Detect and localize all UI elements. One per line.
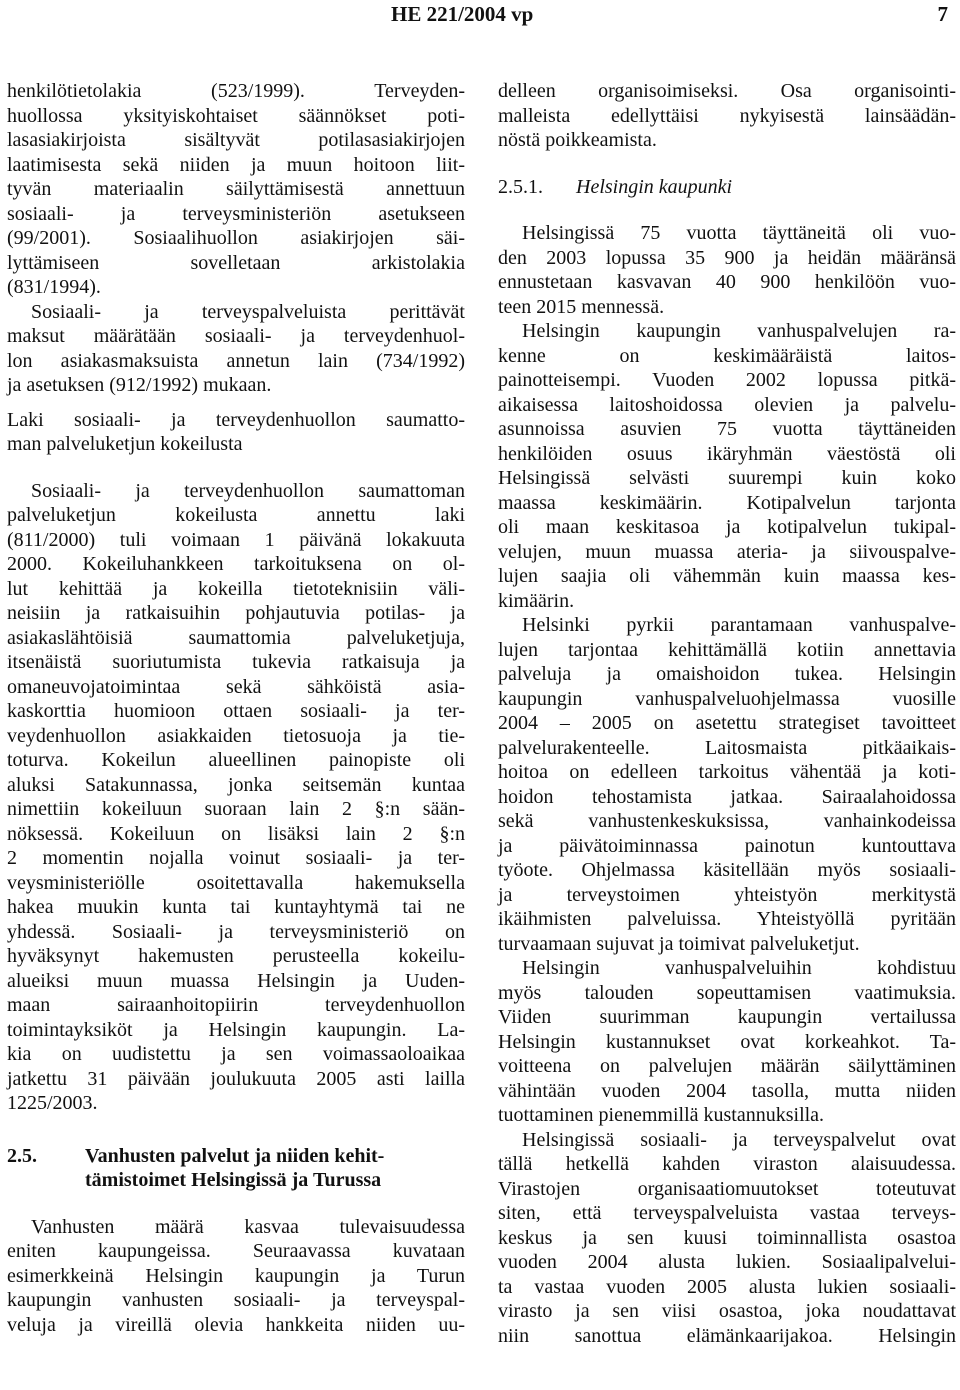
paragraph-population — [498, 221, 956, 319]
text-line: ja päivätoiminnassa painotun kuntouttava — [498, 834, 956, 857]
paragraph-service-structure — [498, 319, 956, 613]
text-line: veysministeriölle osoitettavalla hakemuksella — [7, 871, 465, 894]
text-line: 1225/2003. — [7, 1092, 98, 1114]
text-line: myös talouden sopeuttamisen vaatimuksia. — [498, 981, 956, 1004]
text-line: ennustetaan kasvavan 40 900 henkilöön vuo- — [498, 271, 956, 293]
text-line: veluja ja vireillä olevia hankkeita niiden uu- — [7, 1313, 465, 1336]
text-line: kenne on keskimääräistä laitos- — [498, 344, 956, 367]
text-line: painotteisempi. Vuoden 2002 lopussa pitkä- — [498, 369, 956, 391]
text-line: esimerkkeinä Helsingin kaupungin ja Turun — [7, 1264, 465, 1287]
paragraph-elderly-intro — [7, 1215, 465, 1338]
text-line: Helsingissä selvästi suurempi kuin koko — [498, 467, 956, 489]
text-line: sekä vanhustenkeskuksissa, vanhainkodeissa — [498, 810, 956, 832]
text-line: Helsingin kustannukset ovat korkeahkot. Ta- — [498, 1030, 956, 1053]
text-line: sosiaali- ja terveysministeriön asetukseen — [7, 202, 465, 225]
text-line: (811/2000) tuli voimaan 1 päivänä lokakuuta — [7, 528, 465, 551]
document-id: HE 221/2004 vp — [391, 2, 534, 26]
subsection-heading — [498, 175, 956, 200]
text-line: hoidon tehostamista jatkaa. Sairaalahoidossa — [498, 785, 956, 808]
section-title: Vanhusten palvelut ja niiden kehit- — [85, 1144, 385, 1167]
paragraph-pilot-law — [7, 479, 465, 1116]
text-line: vuoden 2004 alusta lukien. Sosiaalipalvelui- — [498, 1251, 956, 1273]
text-line: Helsingissä 75 vuotta täyttäneitä oli vuo- — [522, 222, 956, 244]
text-line: alueiksi muun muassa Helsingin ja Uuden- — [7, 969, 465, 992]
text-line: lon asiakasmaksuista annetun lain (734/1992) — [7, 349, 465, 372]
text-line: nimettiin kokeiluun suoraan lain 2 §:n sään- — [7, 798, 465, 820]
text-line: maksut määrätään sosiaali- ja terveydenhuol- — [7, 325, 465, 347]
text-line: virasto ja sen viisi osastoa, joka noudattavat — [498, 1300, 956, 1322]
text-line: ikäihmisten palveluissa. Yhteistyöllä pyritään — [498, 908, 956, 930]
text-line: kaupungin vanhuspalveluohjelmassa vuosille — [498, 687, 956, 710]
text-line: turvaamaan sujuvat ja toimivat palveluketjut. — [498, 932, 860, 955]
text-line: lasasiakirjoista sisältyvät potilasasiakirjojen — [7, 129, 465, 151]
paragraph-organisation — [498, 1128, 956, 1349]
text-line: Sosiaali- ja terveyspalveluista perittävät — [31, 300, 465, 323]
text-line: huollossa yksityiskohtaiset säännökset poti- — [7, 104, 465, 127]
left-column — [7, 79, 465, 1337]
text-line: itsenäistä suoriutumista tukevia ratkaisuja ja — [7, 651, 465, 673]
page-number: 7 — [937, 2, 948, 26]
text-line: palvelurakenteelle. Laitosmaista pitkäaikais- — [498, 736, 956, 759]
text-line: veydenhuollon asiakkaiden tietosuoja ja tie- — [7, 724, 465, 747]
text-line: delleen organisoimiseksi. Osa organisointi- — [498, 80, 956, 102]
subheading — [7, 408, 465, 457]
text-line: toturva. Kokeilun alueellinen painopiste oli — [7, 749, 465, 771]
text-line: yhdessä. Sosiaali- ja terveysministeriö on — [7, 920, 465, 943]
text-line: asunnoissa asuvien 75 vuotta täyttäneiden — [498, 418, 956, 440]
right-column — [498, 79, 956, 1348]
text-line: maan sairaanhoitopiirin terveydenhuollon — [7, 994, 465, 1016]
section-title-continued: tämistoimet Helsingissä ja Turussa — [85, 1169, 382, 1191]
text-line: tuottaminen pienemmillä kustannuksilla. — [498, 1104, 825, 1126]
text-line: aluksi Satakunnassa, jonka seitsemän kuntaa — [7, 773, 465, 796]
text-line: niin sanottua elämänkaarijakoa. Helsingin — [498, 1324, 956, 1347]
text-line: Vanhusten määrä kasvaa tulevaisuudessa — [31, 1215, 465, 1238]
text-line: nöksessä. Kokeiluun on lisäksi lain 2 §:n — [7, 822, 465, 845]
text-line: Helsingissä sosiaali- ja terveyspalvelut ovat — [522, 1128, 956, 1151]
text-line: (99/2001). Sosiaalihuollon asiakirjojen säi- — [7, 227, 465, 249]
text-line: Helsingin vanhuspalveluihin kohdistuu — [522, 957, 956, 979]
text-line: lujen saajia oli vähemmän kuin maassa kes- — [498, 565, 956, 587]
text-line: palveluketjun kokeilusta annettu laki — [7, 504, 465, 526]
subsection-title: Helsingin kaupunki — [576, 175, 733, 198]
text-line: kimäärin. — [498, 589, 575, 612]
text-line: ta vastaa vuoden 2005 alusta lukien sosiaali- — [498, 1275, 956, 1298]
text-line: nöstä poikkeamista. — [498, 129, 657, 151]
section-heading-line — [7, 1144, 465, 1169]
text-line: keskus ja sen kuusi toiminnallista osastoa — [498, 1226, 956, 1249]
subheading-line: man palveluketjun kokeilusta — [7, 433, 243, 455]
section-heading — [7, 1144, 465, 1193]
text-line: jatkettu 31 päivään joulukuuta 2005 asti lailla — [7, 1067, 465, 1090]
subheading-line: Laki sosiaali- ja terveydenhuollon saumatto- — [7, 408, 465, 431]
text-line: henkilöiden osuus ikäryhmän väestöstä oli — [498, 442, 956, 465]
text-line: hyväksynyt hakemusten perusteella kokeilu- — [7, 945, 465, 967]
text-line: den 2003 lopussa 35 900 ja heidän määränsä — [498, 246, 956, 269]
subsection-heading-line — [498, 175, 956, 200]
text-line: omaneuvojatoimintaa sekä sähköistä asia- — [7, 675, 465, 698]
text-line: 2000. Kokeiluhankkeen tarkoituksena on ol- — [7, 553, 465, 575]
text-line: Helsinki pyrkii parantamaan vanhuspalve- — [522, 614, 956, 636]
text-line: henkilötietolakia (523/1999). Terveyden- — [7, 80, 465, 102]
page-header — [0, 2, 960, 32]
text-line: ja terveystoimen yhteistyön merkitystä — [498, 883, 956, 906]
text-line: toimintayksiköt ja Helsingin kaupungin. La- — [7, 1018, 465, 1041]
paragraph-home-care — [498, 613, 956, 956]
text-line: Viiden suurimman kaupungin vertailussa — [498, 1006, 956, 1028]
text-line: laatimisesta sekä niiden ja muun hoitoon liit- — [7, 153, 465, 176]
text-line: hoitoa on edelleen tarkoitus vähentää ja koti- — [498, 761, 956, 783]
text-line: lujen tarjontaa kehittämällä kotiin annettavia — [498, 638, 956, 661]
text-line: neisiin ja ratkaisuihin pohjautuvia potilas- ja — [7, 602, 465, 624]
paragraph-economy — [498, 956, 956, 1128]
text-line: 2 momentin nojalla voinut sosiaali- ja ter- — [7, 847, 465, 869]
paragraph-data-protection — [7, 79, 465, 398]
text-line: malleista edellyttäisi nykyisestä lainsäädän- — [498, 104, 956, 127]
text-line: Helsingin kaupungin vanhuspalvelujen ra- — [522, 320, 956, 342]
text-line: tyvän materiaalin säilyttämisestä annettuun — [7, 178, 465, 200]
text-line: lyttämiseen sovelletaan arkistolakia — [7, 251, 465, 274]
section-number: 2.5. — [7, 1144, 37, 1167]
subsection-number: 2.5.1. — [498, 175, 543, 198]
text-line: (831/1994). — [7, 276, 101, 298]
text-line: ja asetuksen (912/1992) mukaan. — [7, 374, 272, 396]
text-line: eniten kaupungeissa. Seuraavassa kuvataan — [7, 1240, 465, 1262]
text-line: tällä hetkellä kahden viraston alaisuudessa. — [498, 1153, 956, 1175]
text-line: siten, että terveyspalveluista vastaa terveys- — [498, 1202, 956, 1224]
text-line: Sosiaali- ja terveydenhuollon saumattoman — [31, 479, 465, 502]
text-line: hakea muukin kunta tai kuntayhtymä tai ne — [7, 896, 465, 918]
text-line: palveluja ja omaishoidon tukea. Helsingin — [498, 663, 956, 685]
text-line: voitteena on palvelujen määrän säilyttäminen — [498, 1055, 956, 1077]
text-line: työote. Ohjelmassa käsitellään myös sosiaali- — [498, 859, 956, 881]
text-line: asiakaslähtöisiä saumattomia palveluketjuja, — [7, 626, 465, 649]
text-line: kaupungin vanhusten sosiaali- ja terveyspal- — [7, 1289, 465, 1311]
text-line: Virastojen organisaatiomuutokset toteutuvat — [498, 1177, 956, 1200]
text-line: lut kehittää ja kokeilla tietoteknisiin väli- — [7, 577, 465, 600]
text-line: aikaisessa laitoshoidossa olevien ja palvelu- — [498, 393, 956, 416]
text-line: vähintään vuoden 2004 tasolla, mutta niiden — [498, 1079, 956, 1102]
text-line: 2004 – 2005 on asetettu strategiset tavoitteet — [498, 712, 956, 734]
text-line: kia on uudistettu ja sen voimassaoloaikaa — [7, 1043, 465, 1065]
text-line: oli maan keskitasoa ja kotipalvelun tukipal- — [498, 516, 956, 538]
text-line: kaskorttia huomioon ottaen sosiaali- ja ter- — [7, 700, 465, 722]
text-line: teen 2015 mennessä. — [498, 295, 665, 318]
paragraph-continuation — [498, 79, 956, 153]
text-line: velujen, muun muassa ateria- ja siivouspalve- — [498, 540, 956, 563]
text-line: maassa keskimäärin. Kotipalvelun tarjonta — [498, 491, 956, 514]
